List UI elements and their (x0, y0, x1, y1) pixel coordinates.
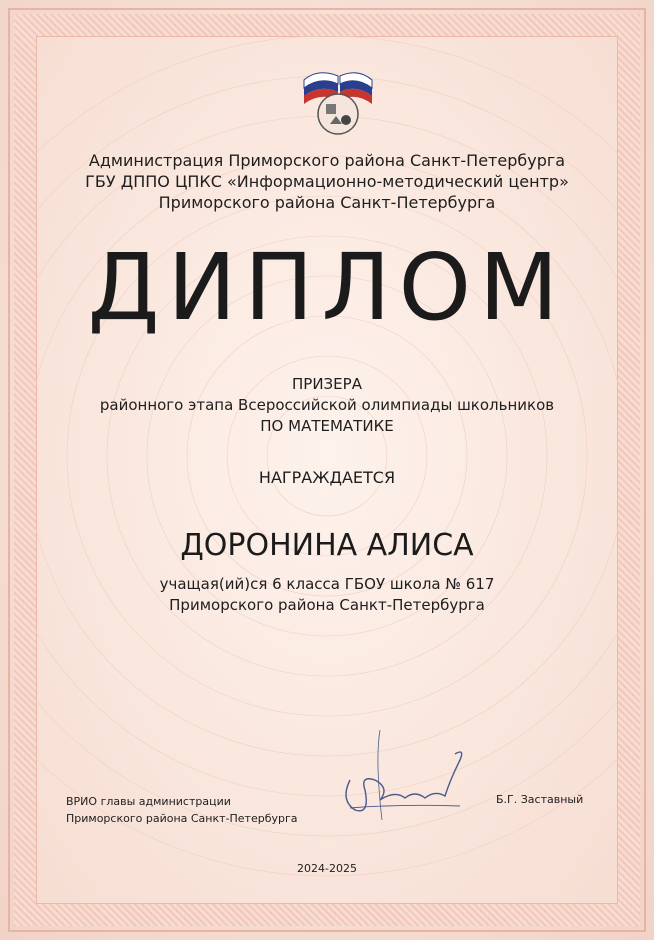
header-line-2: ГБУ ДППО ЦПКС «Информационно-методический центр» (85, 172, 569, 191)
recipient-name: ДОРОНИНА АЛИСА (180, 528, 474, 563)
signatory-name: Б.Г. Заставный (496, 793, 584, 806)
signatory-position-2: Приморского района Санкт-Петербурга (66, 812, 298, 825)
awarded-label: НАГРАЖДАЕТСЯ (258, 468, 396, 487)
prizer-line-3: ПО МАТЕМАТИКЕ (260, 417, 394, 435)
diploma-title: ДИПЛОМ (87, 234, 567, 341)
signatory-position-1: ВРИО главы администрации (66, 795, 231, 808)
handwritten-signature (320, 720, 480, 840)
header-line-1: Администрация Приморского района Санкт-Петербурга (88, 151, 566, 170)
recipient-district: Приморского района Санкт-Петербурга (169, 596, 485, 614)
prizer-line-1: ПРИЗЕРА (292, 375, 362, 393)
header-line-3: Приморского района Санкт-Петербурга (158, 193, 496, 212)
prizer-line-2: районного этапа Всероссийской олимпиады школьников (99, 396, 555, 414)
academic-year: 2024-2025 (297, 862, 357, 875)
olympiad-logo-icon (296, 66, 380, 142)
recipient-class: учащая(ий)ся 6 класса ГБОУ школа № 617 (159, 575, 495, 593)
